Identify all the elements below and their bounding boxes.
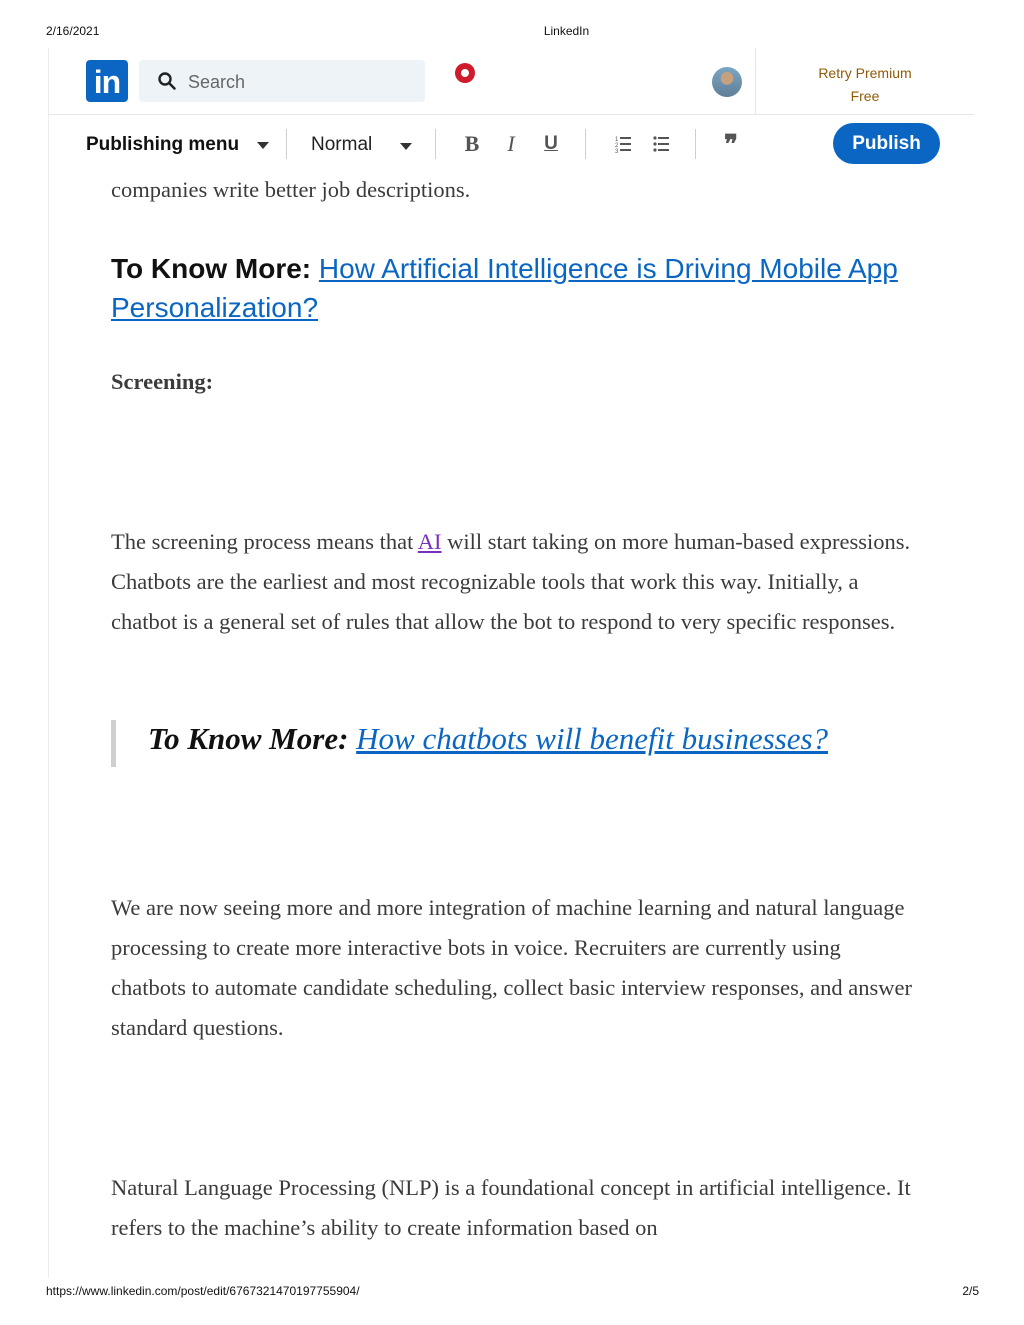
search-icon xyxy=(157,71,177,91)
ai-link[interactable]: AI xyxy=(417,529,442,554)
print-page-number: 2/5 xyxy=(962,1284,979,1298)
paragraph-screening xyxy=(111,522,921,642)
italic-button[interactable]: I xyxy=(507,131,515,156)
print-title: LinkedIn xyxy=(543,24,590,38)
svg-text:1: 1 xyxy=(615,137,619,143)
paragraph-chatbots: We are now seeing more and more integration of machine learning and natural language processing to create more interactive bots in voice. Recruiters are currently using chatbots to automate candidate scheduling, collect basic interview responses, and answer standard questions. xyxy=(111,895,912,1040)
svg-text:2: 2 xyxy=(615,143,619,149)
search-input[interactable] xyxy=(139,60,425,102)
paragraph-intro-tail: companies write better job descriptions. xyxy=(111,177,471,202)
paragraph-text: The screening process means that xyxy=(111,529,418,554)
know-more-label: To Know More: xyxy=(111,253,319,284)
search-placeholder: Search xyxy=(188,72,246,92)
know-more-heading xyxy=(111,249,911,327)
section-heading-screening: Screening: xyxy=(111,369,214,394)
quote-text xyxy=(148,721,828,757)
top-navbar xyxy=(48,48,974,115)
linkedin-logo-icon[interactable]: in xyxy=(86,60,128,102)
toolbar-divider xyxy=(286,129,287,159)
paragraph-nlp: Natural Language Processing (NLP) is a foundational concept in artificial intelligence. It refers to the machine’s ability to create information based on xyxy=(111,1175,911,1240)
avatar[interactable] xyxy=(712,67,742,97)
bold-button[interactable]: B xyxy=(464,131,480,156)
quote-icon[interactable]: ❞ xyxy=(724,129,738,159)
paragraph-text: will start taking on more human-based expressions. Chatbots are the earliest and most recognizable tools that work this way. Initially, a chatbot is a general set of rules that allow the bot to respond to very specific responses. xyxy=(111,529,911,634)
publish-button[interactable]: Publish xyxy=(833,123,940,164)
text-style-select[interactable]: Normal xyxy=(311,134,373,155)
svg-text:3: 3 xyxy=(615,149,619,155)
quote-label: To Know More: xyxy=(148,721,357,756)
quote-bar xyxy=(111,720,116,767)
numbered-list-icon[interactable] xyxy=(608,129,638,159)
chevron-down-icon[interactable] xyxy=(257,142,269,149)
toolbar-divider xyxy=(435,129,436,159)
article-link-chatbots[interactable]: How chatbots will benefit businesses? xyxy=(356,721,829,756)
record-icon[interactable] xyxy=(455,63,475,83)
chevron-down-icon[interactable] xyxy=(400,143,412,150)
premium-line2: Free xyxy=(850,88,880,104)
toolbar-divider xyxy=(585,129,586,159)
underline-button[interactable]: U xyxy=(544,133,558,154)
article-link-mobile-personalization[interactable]: How Artificial Intelligence is Driving Mobile App Personalization? xyxy=(111,253,898,323)
bulleted-list-icon[interactable] xyxy=(646,129,676,159)
print-url: https://www.linkedin.com/post/edit/6767321470197755904/ xyxy=(46,1284,360,1298)
page-frame-border xyxy=(48,48,49,1278)
publishing-menu-button[interactable]: Publishing menu xyxy=(86,134,240,155)
blockquote xyxy=(111,720,931,767)
retry-premium-link[interactable] xyxy=(756,62,974,108)
editor-toolbar xyxy=(48,115,974,173)
toolbar-divider xyxy=(695,129,696,159)
print-date: 2/16/2021 xyxy=(46,24,100,38)
premium-line1: Retry Premium xyxy=(818,65,912,81)
